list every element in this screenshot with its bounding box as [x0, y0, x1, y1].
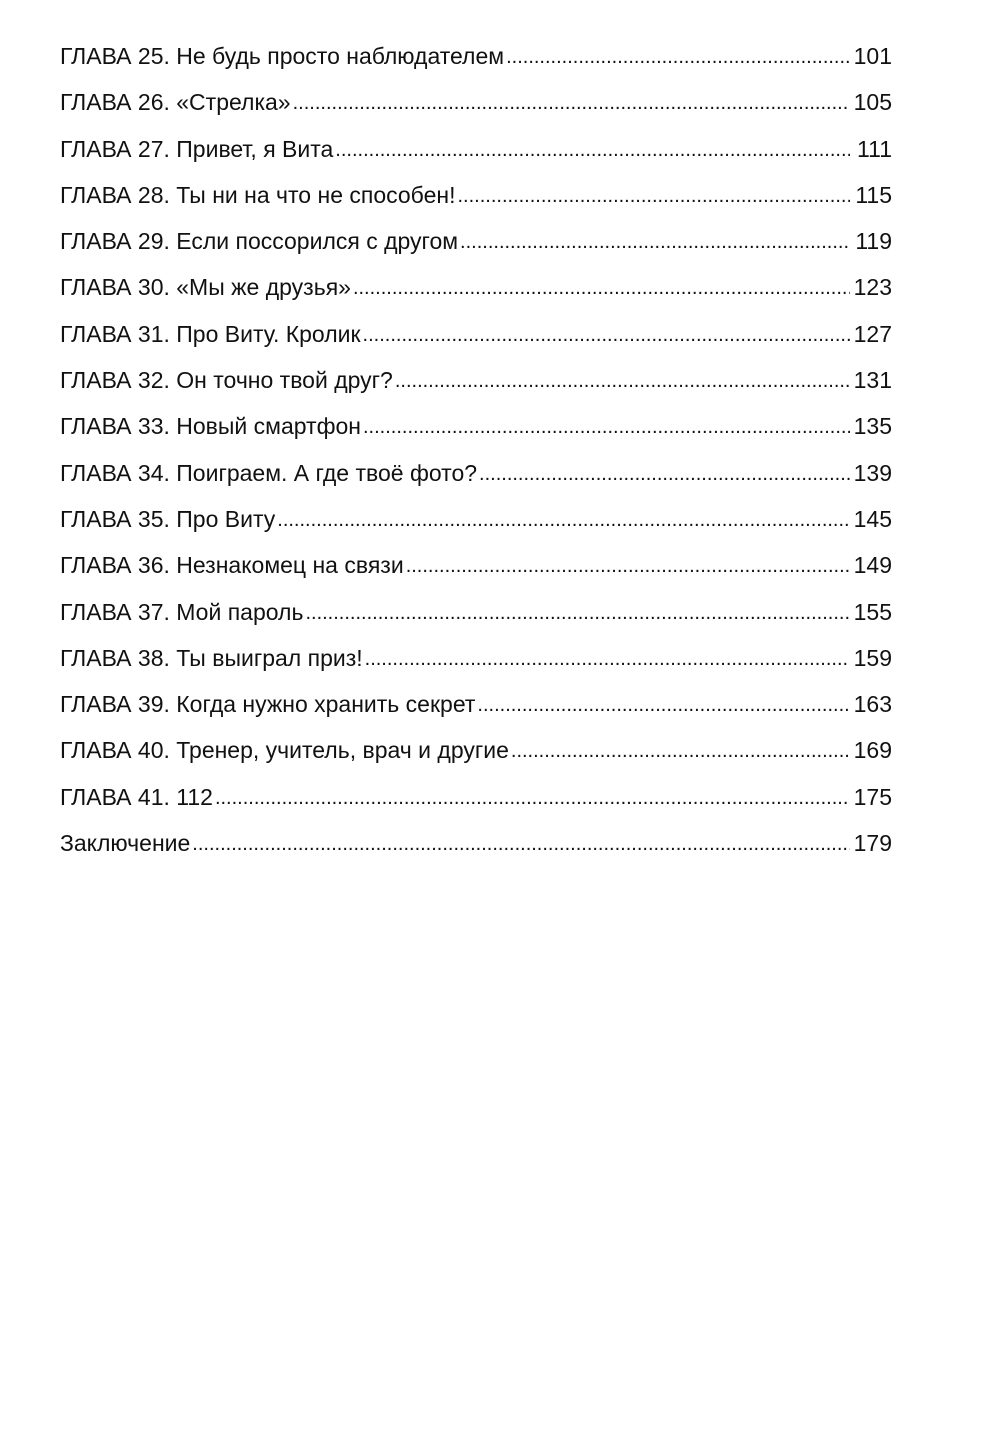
toc-entry-page: 179 [853, 830, 892, 857]
toc-entry-page: 123 [853, 274, 892, 301]
toc-entry-page: 101 [853, 43, 892, 69]
toc-dot-leader [277, 502, 850, 536]
toc-entry-title: ГЛАВА 41. 112 [60, 783, 213, 810]
toc-dot-leader [511, 733, 850, 767]
toc-entry-title: ГЛАВА 25. Не будь просто наблюдателем [60, 43, 505, 69]
toc-dot-leader [363, 409, 850, 443]
toc-dot-leader [192, 826, 850, 860]
toc-entry [60, 40, 892, 86]
toc-entry-title: ГЛАВА 28. Ты ни на что не способен! [60, 181, 456, 208]
toc-entry [60, 364, 892, 410]
toc-entry-title: ГЛАВА 27. Привет, я Вита [60, 135, 334, 162]
toc-entry-page: 127 [853, 320, 892, 347]
table-of-contents [60, 40, 892, 873]
toc-entry-title: ГЛАВА 31. Про Виту. Кролик [60, 320, 361, 347]
toc-entry-title: ГЛАВА 35. Про Виту [60, 505, 276, 532]
toc-entry-page: 159 [853, 644, 892, 671]
toc-entry-title: ГЛАВА 26. «Стрелка» [60, 89, 291, 116]
toc-entry [60, 225, 892, 271]
toc-entry [60, 781, 892, 827]
toc-entry-title: ГЛАВА 33. Новый смартфон [60, 413, 361, 440]
toc-dot-leader [406, 548, 850, 582]
toc-entry [60, 457, 892, 503]
toc-entry-page: 119 [855, 228, 892, 255]
toc-entry [60, 133, 892, 179]
toc-entry-page: 169 [853, 737, 892, 764]
toc-entry-title: ГЛАВА 32. Он точно твой друг? [60, 367, 393, 394]
toc-entry-title: ГЛАВА 30. «Мы же друзья» [60, 274, 351, 301]
toc-entry-title: ГЛАВА 29. Если поссорился с другом [60, 228, 459, 255]
toc-entry-title: ГЛАВА 38. Ты выиграл приз! [60, 644, 363, 671]
toc-entry-page: 135 [853, 413, 892, 440]
toc-dot-leader [365, 641, 850, 675]
toc-entry [60, 827, 892, 873]
toc-entry-page: 149 [853, 552, 892, 579]
toc-entry-title: ГЛАВА 36. Незнакомец на связи [60, 552, 404, 579]
toc-dot-leader [460, 224, 850, 258]
toc-entry [60, 642, 892, 688]
toc-entry [60, 549, 892, 595]
toc-entry-page: 105 [853, 89, 892, 116]
toc-entry-page: 145 [853, 505, 892, 532]
toc-entry-title: ГЛАВА 40. Тренер, учитель, врач и другие [60, 737, 509, 764]
toc-dot-leader [215, 780, 850, 814]
toc-entry [60, 318, 892, 364]
toc-entry [60, 503, 892, 549]
toc-entry [60, 734, 892, 780]
toc-entry [60, 688, 892, 734]
toc-entry-page: 155 [853, 598, 892, 625]
toc-entry-title: Заключение [60, 830, 191, 857]
toc-dot-leader [353, 270, 850, 304]
toc-entry-page: 139 [853, 459, 892, 486]
toc-entry [60, 271, 892, 317]
toc-dot-leader [479, 456, 850, 490]
toc-entry [60, 596, 892, 642]
toc-entry-title: ГЛАВА 37. Мой пароль [60, 598, 304, 625]
toc-entry [60, 410, 892, 456]
toc-entry-title: ГЛАВА 34. Поиграем. А где твоё фото? [60, 459, 478, 486]
toc-dot-leader [506, 39, 850, 73]
toc-entry-page: 175 [853, 783, 892, 810]
toc-entry-page: 131 [853, 367, 892, 394]
toc-dot-leader [305, 595, 850, 629]
toc-dot-leader [477, 687, 850, 721]
toc-entry-page: 111 [857, 135, 892, 162]
toc-dot-leader [395, 363, 850, 397]
toc-entry-page: 115 [855, 181, 892, 208]
toc-dot-leader [457, 178, 850, 212]
toc-dot-leader [335, 132, 850, 166]
toc-entry-page: 163 [853, 691, 892, 718]
toc-entry [60, 86, 892, 132]
toc-dot-leader [293, 85, 850, 119]
toc-entry [60, 179, 892, 225]
toc-entry-title: ГЛАВА 39. Когда нужно хранить секрет [60, 691, 476, 718]
toc-dot-leader [363, 317, 850, 351]
